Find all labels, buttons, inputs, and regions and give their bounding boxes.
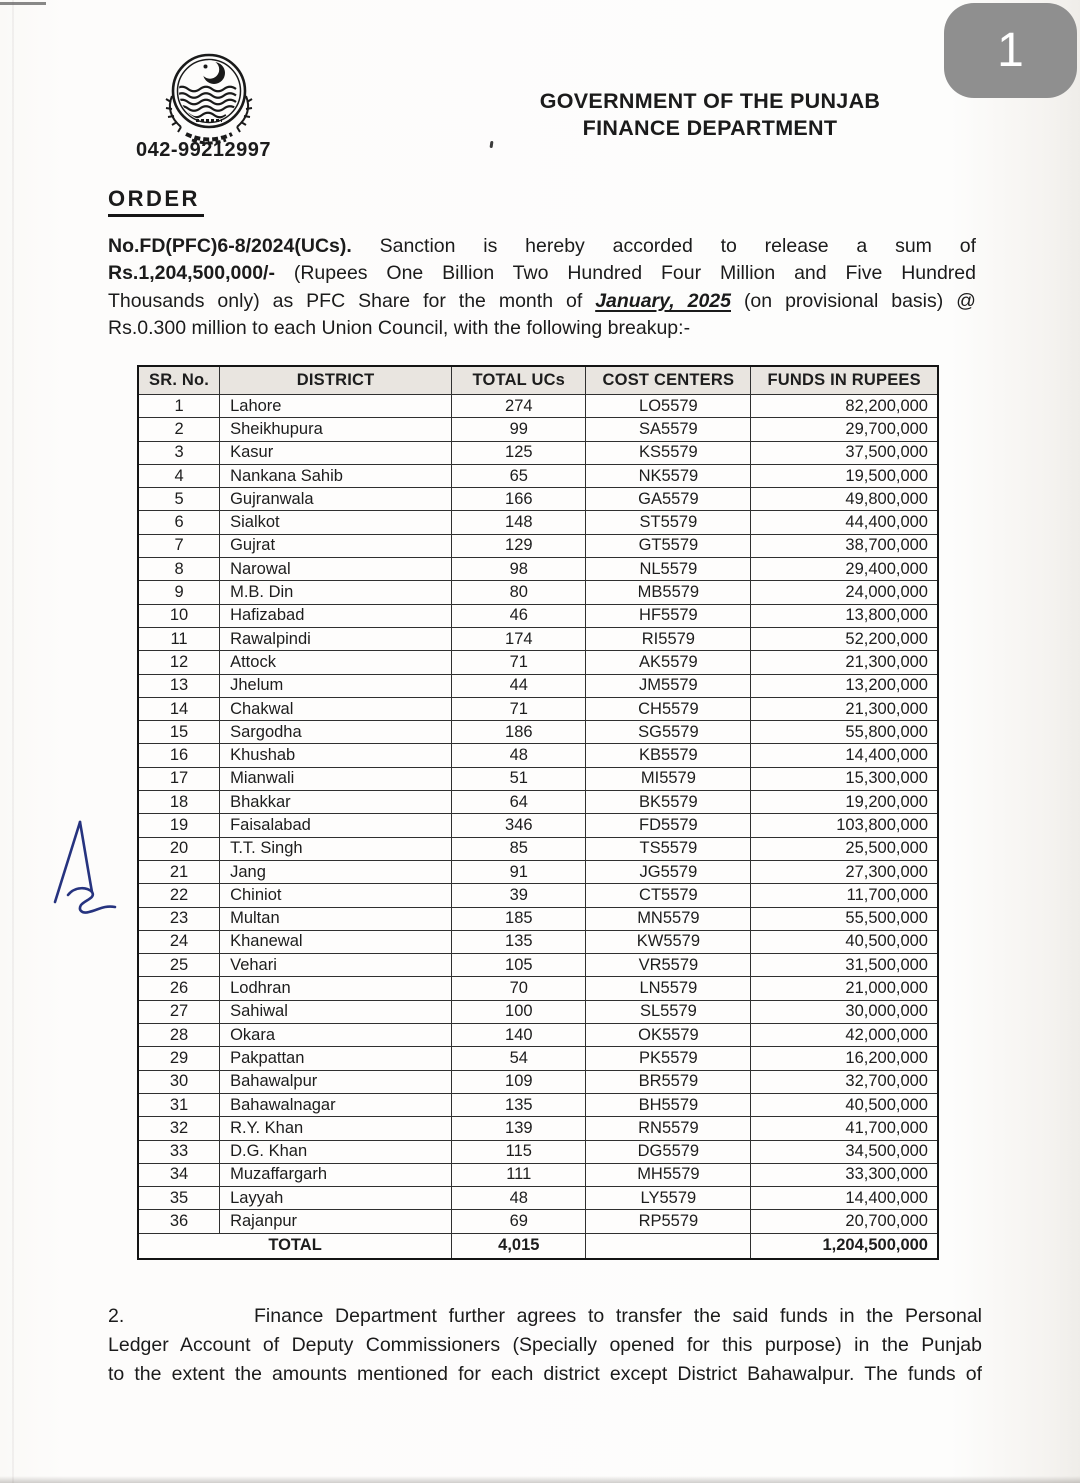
cell-sr-no: 25	[138, 954, 220, 977]
cell-funds: 14,400,000	[751, 744, 938, 767]
cell-total-ucs: 44	[452, 674, 586, 697]
table-row	[138, 395, 938, 418]
cell-cost-center: VR5579	[586, 954, 751, 977]
cell-sr-no: 28	[138, 1024, 220, 1047]
cell-district: Rawalpindi	[220, 627, 452, 650]
cell-sr-no: 17	[138, 767, 220, 790]
cell-total-ucs: 139	[452, 1117, 586, 1140]
cell-cost-center: DG5579	[586, 1140, 751, 1163]
cell-district: Sahiwal	[220, 1000, 452, 1023]
table-row	[138, 1070, 938, 1093]
cell-funds: 24,000,000	[751, 581, 938, 604]
cell-cost-center: SG5579	[586, 721, 751, 744]
order-paragraph-2	[108, 1302, 982, 1389]
cell-total-ucs: 174	[452, 627, 586, 650]
cell-sr-no: 1	[138, 395, 220, 418]
cell-sr-no: 18	[138, 791, 220, 814]
cell-cost-center: ST5579	[586, 511, 751, 534]
cell-total-ucs: 99	[452, 418, 586, 441]
cell-funds: 30,000,000	[751, 1000, 938, 1023]
cell-cost-center: AK5579	[586, 651, 751, 674]
cell-total-ucs: 100	[452, 1000, 586, 1023]
cell-district: Sheikhupura	[220, 418, 452, 441]
letterhead-line2: FINANCE DEPARTMENT	[582, 116, 838, 140]
scan-artifact-left-edge	[12, 0, 14, 1483]
cell-sr-no: 8	[138, 558, 220, 581]
cell-total-ucs: 135	[452, 930, 586, 953]
cell-cost-center: SA5579	[586, 418, 751, 441]
cell-sr-no: 19	[138, 814, 220, 837]
table-total-row	[138, 1233, 938, 1259]
cell-funds: 31,500,000	[751, 954, 938, 977]
cell-funds: 82,200,000	[751, 395, 938, 418]
cell-cost-center: MN5579	[586, 907, 751, 930]
cell-total-ucs: 115	[452, 1140, 586, 1163]
cell-cost-center: FD5579	[586, 814, 751, 837]
cell-funds: 13,800,000	[751, 604, 938, 627]
cell-cost-center: TS5579	[586, 837, 751, 860]
cell-funds: 52,200,000	[751, 627, 938, 650]
table-header-row	[138, 366, 938, 395]
cell-district: Multan	[220, 907, 452, 930]
cell-cost-center: CT5579	[586, 884, 751, 907]
cell-funds: 15,300,000	[751, 767, 938, 790]
cell-district: D.G. Khan	[220, 1140, 452, 1163]
cell-district: Mianwali	[220, 767, 452, 790]
cell-cost-center: GA5579	[586, 488, 751, 511]
cell-district: Narowal	[220, 558, 452, 581]
cell-sr-no: 10	[138, 604, 220, 627]
cell-sr-no: 36	[138, 1210, 220, 1233]
paragraph-line: Rs.1,204,500,000/- (Rupees One Billion Two Hundred Four Million and Five Hundred	[108, 262, 976, 285]
cell-sr-no: 22	[138, 884, 220, 907]
cell-sr-no: 29	[138, 1047, 220, 1070]
cell-district: Bahawalnagar	[220, 1093, 452, 1116]
page-number-badge	[944, 3, 1077, 98]
table-row	[138, 488, 938, 511]
cell-sr-no: 9	[138, 581, 220, 604]
paragraph-line: Rs.0.300 million to each Union Council, with the following breakup:-	[108, 317, 691, 340]
cell-sr-no: 7	[138, 534, 220, 557]
cell-cost-center: SL5579	[586, 1000, 751, 1023]
table-row	[138, 930, 938, 953]
cell-funds: 55,500,000	[751, 907, 938, 930]
cell-sr-no: 2	[138, 418, 220, 441]
cell-district: Pakpattan	[220, 1047, 452, 1070]
cell-district: Muzaffargarh	[220, 1163, 452, 1186]
cell-cost-center: KS5579	[586, 441, 751, 464]
table-row	[138, 1024, 938, 1047]
cell-funds: 21,300,000	[751, 697, 938, 720]
table-row	[138, 837, 938, 860]
cell-total-ucs: 166	[452, 488, 586, 511]
paragraph-line: to the extent the amounts mentioned for each district except District Bahawalpur. The funds of	[108, 1363, 982, 1385]
cell-total-ucs: 274	[452, 395, 586, 418]
cell-total-ucs: 85	[452, 837, 586, 860]
table-row	[138, 1117, 938, 1140]
cell-total-ucs: 129	[452, 534, 586, 557]
col-header-cost-centers: COST CENTERS	[586, 366, 751, 395]
cell-funds: 20,700,000	[751, 1210, 938, 1233]
cell-cost-center: MH5579	[586, 1163, 751, 1186]
cell-funds: 21,000,000	[751, 977, 938, 1000]
table-row	[138, 791, 938, 814]
cell-district: Lahore	[220, 395, 452, 418]
cell-total-ucs: 48	[452, 744, 586, 767]
cell-total-ucs: 48	[452, 1187, 586, 1210]
cell-sr-no: 14	[138, 697, 220, 720]
cell-total-ucs: 125	[452, 441, 586, 464]
cell-funds: 25,500,000	[751, 837, 938, 860]
cell-district: Gujranwala	[220, 488, 452, 511]
cell-funds: 49,800,000	[751, 488, 938, 511]
cell-cost-center: JG5579	[586, 860, 751, 883]
cell-funds: 16,200,000	[751, 1047, 938, 1070]
cell-sr-no: 24	[138, 930, 220, 953]
cell-cost-center: RN5579	[586, 1117, 751, 1140]
cell-district: Lodhran	[220, 977, 452, 1000]
cell-sr-no: 6	[138, 511, 220, 534]
cell-total-ucs: 346	[452, 814, 586, 837]
sanction-amount: Rs.1,204,500,000/-	[108, 262, 275, 285]
cell-total-ucs: 148	[452, 511, 586, 534]
table-row	[138, 1093, 938, 1116]
cell-cost-center: JM5579	[586, 674, 751, 697]
total-funds: 1,204,500,000	[751, 1233, 938, 1259]
punjab-government-emblem-icon	[150, 50, 270, 150]
order-paragraph-1	[108, 233, 976, 343]
cell-district: Jang	[220, 860, 452, 883]
cell-funds: 38,700,000	[751, 534, 938, 557]
cell-funds: 29,700,000	[751, 418, 938, 441]
table-row	[138, 1140, 938, 1163]
cell-total-ucs: 65	[452, 464, 586, 487]
cell-sr-no: 34	[138, 1163, 220, 1186]
cell-funds: 32,700,000	[751, 1070, 938, 1093]
table-row	[138, 1210, 938, 1233]
cell-cost-center: OK5579	[586, 1024, 751, 1047]
paragraph-line: Finance Department further agrees to transfer the said funds in the Personal	[254, 1305, 982, 1327]
cell-funds: 11,700,000	[751, 884, 938, 907]
cell-total-ucs: 109	[452, 1070, 586, 1093]
cell-funds: 29,400,000	[751, 558, 938, 581]
cell-district: M.B. Din	[220, 581, 452, 604]
cell-district: Okara	[220, 1024, 452, 1047]
table-body	[138, 395, 938, 1234]
paragraph-line: No.FD(PFC)6-8/2024(UCs). Sanction is hereby accorded to release a sum of	[108, 235, 976, 257]
cell-funds: 21,300,000	[751, 651, 938, 674]
cell-sr-no: 26	[138, 977, 220, 1000]
table-row	[138, 627, 938, 650]
col-header-funds: FUNDS IN RUPEES	[751, 366, 938, 395]
cell-funds: 42,000,000	[751, 1024, 938, 1047]
cell-funds: 55,800,000	[751, 721, 938, 744]
table-row	[138, 1187, 938, 1210]
cell-total-ucs: 71	[452, 651, 586, 674]
table-row	[138, 954, 938, 977]
cell-cost-center: NK5579	[586, 464, 751, 487]
table-row	[138, 977, 938, 1000]
cell-district: Nankana Sahib	[220, 464, 452, 487]
cell-district: Hafizabad	[220, 604, 452, 627]
cell-cost-center: MB5579	[586, 581, 751, 604]
cell-total-ucs: 46	[452, 604, 586, 627]
cell-sr-no: 15	[138, 721, 220, 744]
cell-funds: 37,500,000	[751, 441, 938, 464]
cell-total-ucs: 70	[452, 977, 586, 1000]
cell-district: Sargodha	[220, 721, 452, 744]
cell-district: Jhelum	[220, 674, 452, 697]
cell-sr-no: 20	[138, 837, 220, 860]
cell-cost-center: PK5579	[586, 1047, 751, 1070]
table-row	[138, 418, 938, 441]
cell-district: Rajanpur	[220, 1210, 452, 1233]
col-header-sr-no: SR. No.	[138, 366, 220, 395]
cell-sr-no: 4	[138, 464, 220, 487]
cell-total-ucs: 91	[452, 860, 586, 883]
cell-total-ucs: 98	[452, 558, 586, 581]
cell-cost-center: LO5579	[586, 395, 751, 418]
table-row	[138, 744, 938, 767]
total-ucs: 4,015	[452, 1233, 586, 1259]
cell-district: Chiniot	[220, 884, 452, 907]
cell-sr-no: 30	[138, 1070, 220, 1093]
paragraph-line: Ledger Account of Deputy Commissioners (Specially opened for this purpose) in the Punjab	[108, 1334, 982, 1356]
cell-cost-center: RP5579	[586, 1210, 751, 1233]
cell-cost-center: KW5579	[586, 930, 751, 953]
cell-sr-no: 12	[138, 651, 220, 674]
table-row	[138, 604, 938, 627]
table-row	[138, 860, 938, 883]
cell-sr-no: 11	[138, 627, 220, 650]
cell-sr-no: 31	[138, 1093, 220, 1116]
cell-total-ucs: 185	[452, 907, 586, 930]
order-reference-number: No.FD(PFC)6-8/2024(UCs).	[108, 235, 352, 257]
cell-cost-center: CH5579	[586, 697, 751, 720]
paragraph-line: Thousands only) as PFC Share for the month of January, 2025 (on provisional basis) @	[108, 289, 976, 312]
cell-total-ucs: 71	[452, 697, 586, 720]
cell-total-ucs: 186	[452, 721, 586, 744]
cell-district: T.T. Singh	[220, 837, 452, 860]
cell-cost-center: BK5579	[586, 791, 751, 814]
phone-number: 042-99212997	[136, 139, 272, 161]
cell-funds: 34,500,000	[751, 1140, 938, 1163]
table-row	[138, 511, 938, 534]
cell-funds: 19,200,000	[751, 791, 938, 814]
cell-sr-no: 3	[138, 441, 220, 464]
handwritten-ink-mark	[38, 810, 128, 920]
table-row	[138, 1047, 938, 1070]
table-row	[138, 534, 938, 557]
cell-sr-no: 23	[138, 907, 220, 930]
cell-total-ucs: 140	[452, 1024, 586, 1047]
cell-district: Sialkot	[220, 511, 452, 534]
cell-sr-no: 32	[138, 1117, 220, 1140]
cell-funds: 14,400,000	[751, 1187, 938, 1210]
cell-cost-center: NL5579	[586, 558, 751, 581]
cell-total-ucs: 80	[452, 581, 586, 604]
table-row	[138, 884, 938, 907]
cell-total-ucs: 105	[452, 954, 586, 977]
table-row	[138, 558, 938, 581]
cell-district: Chakwal	[220, 697, 452, 720]
cell-total-ucs: 39	[452, 884, 586, 907]
cell-district: Khushab	[220, 744, 452, 767]
table-row	[138, 1163, 938, 1186]
cell-cost-center: LN5579	[586, 977, 751, 1000]
letterhead-line1: GOVERNMENT OF THE PUNJAB	[539, 89, 881, 113]
table-row	[138, 721, 938, 744]
col-header-total-ucs: TOTAL UCs	[452, 366, 586, 395]
cell-total-ucs: 111	[452, 1163, 586, 1186]
cell-district: Layyah	[220, 1187, 452, 1210]
table-row	[138, 441, 938, 464]
cell-funds: 27,300,000	[751, 860, 938, 883]
paragraph-number: 2.	[108, 1305, 125, 1327]
table-row	[138, 464, 938, 487]
cell-district: Attock	[220, 651, 452, 674]
cell-total-ucs: 135	[452, 1093, 586, 1116]
letterhead	[430, 88, 990, 142]
cell-sr-no: 13	[138, 674, 220, 697]
cell-funds: 40,500,000	[751, 1093, 938, 1116]
cell-district: Kasur	[220, 441, 452, 464]
page-number: 1	[997, 24, 1024, 77]
cell-funds: 13,200,000	[751, 674, 938, 697]
table-row	[138, 814, 938, 837]
cell-funds: 19,500,000	[751, 464, 938, 487]
total-label: TOTAL	[138, 1233, 452, 1259]
cell-district: Bhakkar	[220, 791, 452, 814]
col-header-district: DISTRICT	[220, 366, 452, 395]
cell-total-ucs: 51	[452, 767, 586, 790]
cell-sr-no: 16	[138, 744, 220, 767]
cell-cost-center: BH5579	[586, 1093, 751, 1116]
cell-funds: 103,800,000	[751, 814, 938, 837]
cell-district: Bahawalpur	[220, 1070, 452, 1093]
cell-district: Faisalabad	[220, 814, 452, 837]
district-funds-table	[137, 365, 939, 1260]
cell-cost-center: RI5579	[586, 627, 751, 650]
cell-sr-no: 21	[138, 860, 220, 883]
scan-artifact-top-left-line	[0, 2, 46, 5]
scan-artifact-bottom-shade	[0, 1476, 1080, 1483]
cell-total-ucs: 64	[452, 791, 586, 814]
cell-sr-no: 5	[138, 488, 220, 511]
cell-district: R.Y. Khan	[220, 1117, 452, 1140]
table-row	[138, 581, 938, 604]
cell-cost-center: BR5579	[586, 1070, 751, 1093]
cell-funds: 41,700,000	[751, 1117, 938, 1140]
cell-sr-no: 27	[138, 1000, 220, 1023]
cell-total-ucs: 54	[452, 1047, 586, 1070]
table-row	[138, 697, 938, 720]
cell-district: Vehari	[220, 954, 452, 977]
district-funds-table-wrap	[137, 365, 939, 1260]
table-row	[138, 651, 938, 674]
cell-funds: 44,400,000	[751, 511, 938, 534]
cell-funds: 40,500,000	[751, 930, 938, 953]
cell-district: Khanewal	[220, 930, 452, 953]
cell-cost-center: LY5579	[586, 1187, 751, 1210]
cell-cost-center: GT5579	[586, 534, 751, 557]
cell-district: Gujrat	[220, 534, 452, 557]
cell-total-ucs: 69	[452, 1210, 586, 1233]
table-row	[138, 907, 938, 930]
cell-cost-center: MI5579	[586, 767, 751, 790]
cell-funds: 33,300,000	[751, 1163, 938, 1186]
cell-cost-center: KB5579	[586, 744, 751, 767]
order-month: January, 2025	[595, 289, 731, 312]
cell-sr-no: 35	[138, 1187, 220, 1210]
cell-sr-no: 33	[138, 1140, 220, 1163]
table-row	[138, 767, 938, 790]
order-heading: ORDER	[108, 186, 204, 217]
cell-cost-center: HF5579	[586, 604, 751, 627]
table-row	[138, 674, 938, 697]
table-row	[138, 1000, 938, 1023]
total-cost-center	[586, 1233, 751, 1259]
